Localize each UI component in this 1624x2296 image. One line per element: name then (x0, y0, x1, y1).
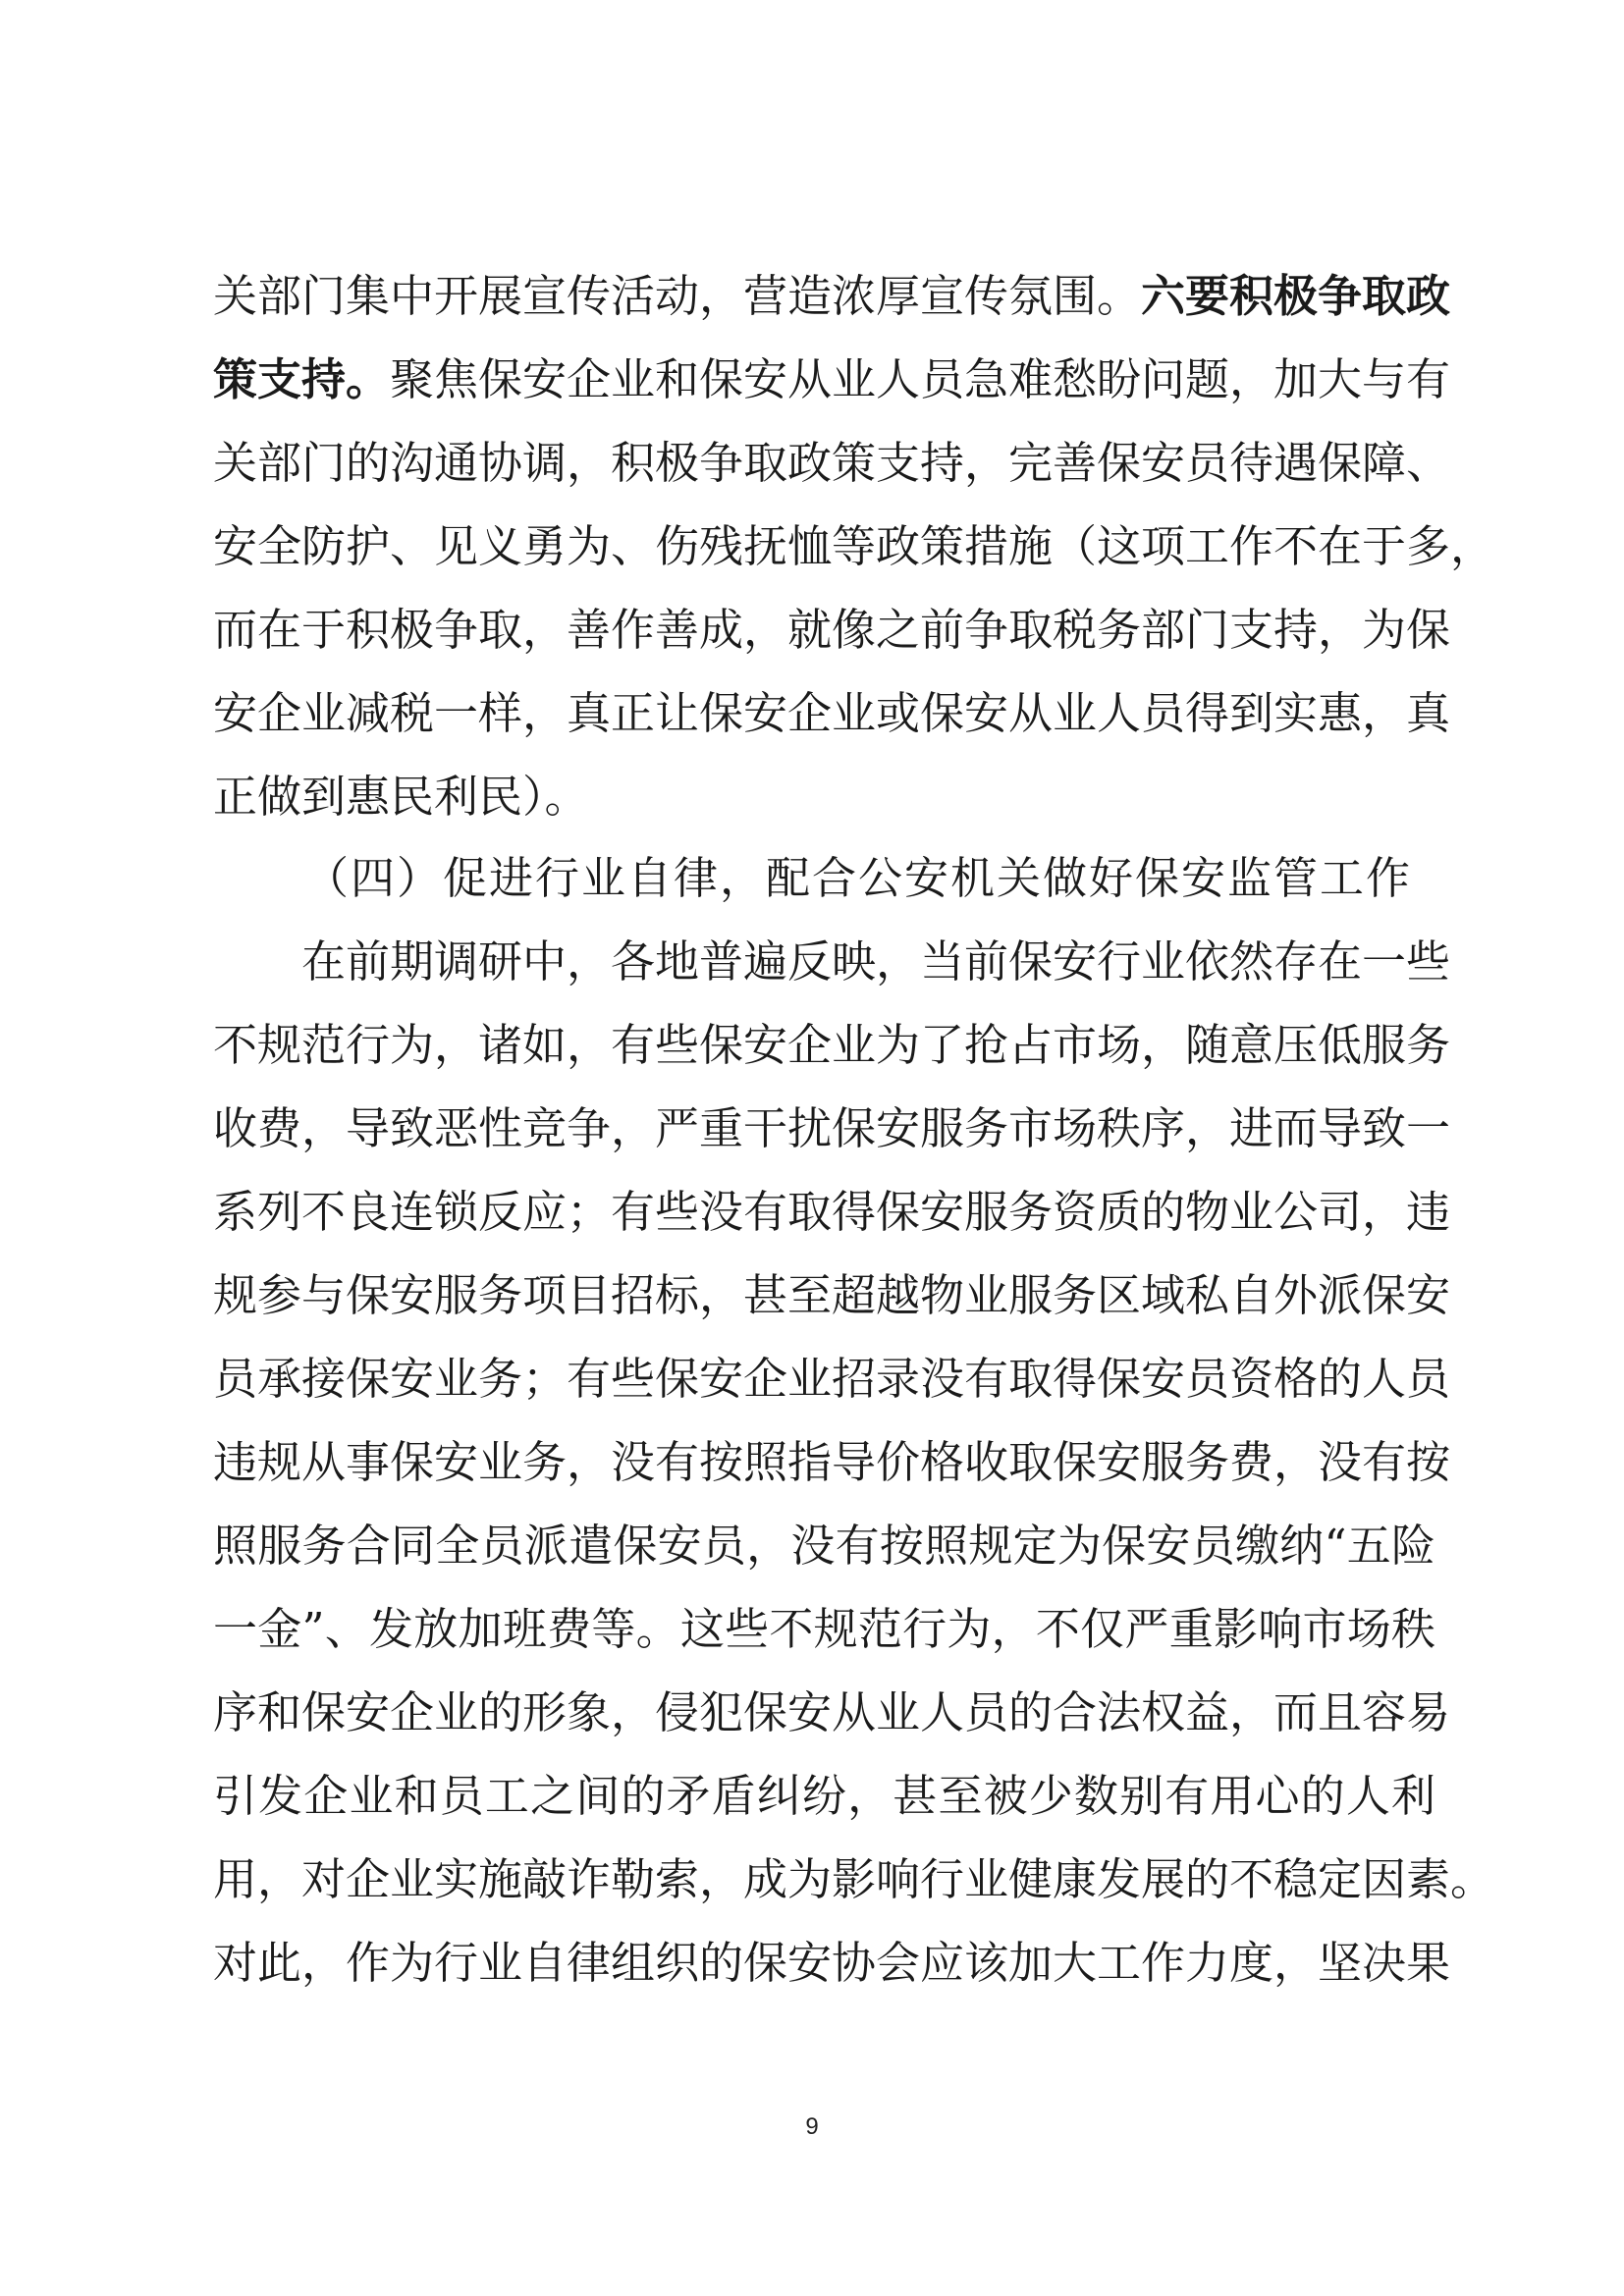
text-line (213, 1590, 1435, 1669)
text-line (213, 758, 589, 836)
page-number: 9 (805, 2113, 819, 2140)
bold-text-segment: 六要积极争取政 (1141, 270, 1451, 322)
text-segment: 关部门集中开展宣传活动，营造浓厚宣传氛围。 (213, 270, 1142, 322)
text-segment: 用，对企业实施敲诈勒索，成为影响行业健康发展的不稳定因素。 (213, 1853, 1495, 1905)
text-line (213, 1340, 1451, 1418)
text-line (213, 1173, 1451, 1252)
text-segment: 一金”、发放加班费等。这些不规范行为，不仅严重影响市场秩 (213, 1603, 1435, 1655)
text-segment: 安全防护、见义勇为、伤残抚恤等政策措施（这项工作不在于多， (213, 520, 1495, 572)
text-segment: 收费，导致恶性竞争，严重干扰保安服务市场秩序，进而导致一 (213, 1102, 1451, 1154)
text-line (213, 257, 1451, 336)
text-line (213, 1006, 1451, 1085)
text-segment: 对此，作为行业自律组织的保安协会应该加大工作力度，坚决果 (213, 1937, 1451, 1989)
text-line (213, 1256, 1451, 1335)
section-heading (304, 839, 1412, 918)
text-line (213, 507, 1495, 586)
text-segment: 关部门的沟通协调，积极争取政策支持，完善保安员待遇保障、 (213, 437, 1451, 489)
text-line (213, 424, 1451, 503)
text-segment: 违规从事保安业务，没有按照指导价格收取保安服务费，没有按 (213, 1436, 1451, 1488)
text-segment: 序和保安企业的形象，侵犯保安从业人员的合法权益，而且容易 (213, 1686, 1451, 1738)
text-segment: 照服务合同全员派遣保安员，没有按照规定为保安员缴纳“五险 (213, 1520, 1435, 1572)
text-segment: 而在于积极争取，善作善成，就像之前争取税务部门支持，为保 (213, 604, 1451, 656)
text-line (213, 1090, 1451, 1168)
text-line (213, 591, 1451, 669)
text-line (301, 923, 1451, 1001)
text-line (213, 674, 1451, 753)
text-segment: 正做到惠民利民）。 (213, 771, 589, 823)
text-segment: （四）促进行业自律，配合公安机关做好保安监管工作 (304, 852, 1413, 904)
text-line (213, 1924, 1451, 2002)
text-segment: 在前期调研中，各地普遍反映，当前保安行业依然存在一些 (301, 935, 1451, 988)
text-line (213, 1507, 1435, 1585)
text-segment: 规参与保安服务项目招标，甚至超越物业服务区域私自外派保安 (213, 1269, 1451, 1321)
text-segment: 引发企业和员工之间的矛盾纠纷，甚至被少数别有用心的人利 (213, 1770, 1435, 1822)
text-line (213, 341, 1451, 419)
text-segment: 不规范行为，诸如，有些保安企业为了抢占市场，随意压低服务 (213, 1019, 1451, 1071)
text-segment: 系列不良连锁反应；有些没有取得保安服务资质的物业公司，违 (213, 1186, 1451, 1238)
text-segment: 聚焦保安企业和保安从业人员急难愁盼问题，加大与有 (390, 353, 1451, 405)
text-line (213, 1757, 1435, 1836)
text-segment: 安企业减税一样，真正让保安企业或保安从业人员得到实惠，真 (213, 687, 1451, 739)
text-line (213, 1674, 1451, 1752)
text-line (213, 1841, 1495, 1919)
text-line (213, 1423, 1451, 1502)
bold-text-segment: 策支持。 (213, 353, 391, 405)
text-segment: 员承接保安业务；有些保安企业招录没有取得保安员资格的人员 (213, 1353, 1451, 1405)
